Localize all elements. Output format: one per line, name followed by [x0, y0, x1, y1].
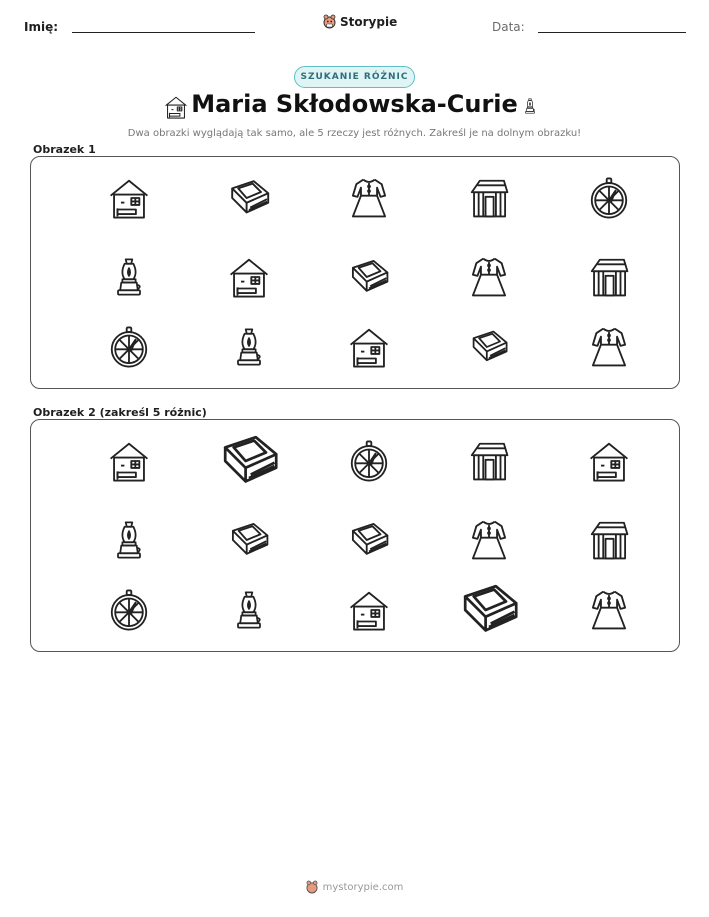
book-icon[interactable] — [346, 517, 392, 563]
instructions: Dwa obrazki wyglądają tak samo, ale 5 rzeczy jest różnych. Zakreśl je na dolnym obrazku! — [127, 128, 582, 139]
lamp-icon — [521, 91, 539, 121]
compass-icon[interactable] — [106, 587, 152, 633]
book-icon[interactable] — [226, 517, 272, 563]
house-icon[interactable] — [586, 438, 632, 484]
lamp-icon[interactable] — [227, 588, 271, 632]
compass-icon[interactable] — [346, 438, 392, 484]
house-icon — [226, 254, 272, 300]
lamp-icon[interactable] — [107, 518, 151, 562]
compass-icon — [586, 175, 632, 221]
activity-badge: SZUKANIE RÓŻNIC — [294, 66, 415, 88]
name-label: Imię: — [24, 20, 59, 34]
date-label: Data: — [492, 20, 525, 34]
compass-icon — [106, 324, 152, 370]
lamp-icon — [107, 255, 151, 299]
house-icon — [346, 324, 392, 370]
book-icon — [225, 174, 273, 222]
picture2-label: Obrazek 2 (zakreśl 5 różnic) — [33, 406, 207, 419]
shed-icon — [586, 254, 632, 300]
dress-icon — [346, 175, 392, 221]
dress-icon[interactable] — [466, 517, 512, 563]
house-icon — [106, 175, 152, 221]
brand-name: Storypie — [340, 14, 398, 29]
book-icon — [346, 254, 392, 300]
date-field[interactable] — [538, 32, 686, 33]
dress-icon[interactable] — [586, 587, 632, 633]
shed-icon[interactable] — [586, 517, 632, 563]
page-title: Maria Skłodowska-Curie — [191, 90, 518, 118]
book-icon[interactable] — [215, 427, 283, 495]
lamp-icon — [227, 325, 271, 369]
storypie-logo-icon — [323, 14, 336, 29]
footer — [0, 880, 709, 894]
dress-icon — [586, 324, 632, 370]
footer-url: mystorypie.com — [322, 881, 404, 893]
picture2-panel[interactable] — [30, 419, 680, 652]
name-field[interactable] — [72, 32, 255, 33]
shed-icon[interactable] — [466, 438, 512, 484]
storypie-logo-icon — [306, 880, 318, 894]
book-icon — [467, 325, 511, 369]
book-icon[interactable] — [455, 576, 523, 644]
picture1-panel — [30, 156, 680, 389]
house-icon[interactable] — [346, 587, 392, 633]
house-icon[interactable] — [106, 438, 152, 484]
brand-logo — [323, 14, 397, 29]
picture1-label: Obrazek 1 — [33, 143, 96, 156]
dress-icon — [466, 254, 512, 300]
shed-icon — [466, 175, 512, 221]
